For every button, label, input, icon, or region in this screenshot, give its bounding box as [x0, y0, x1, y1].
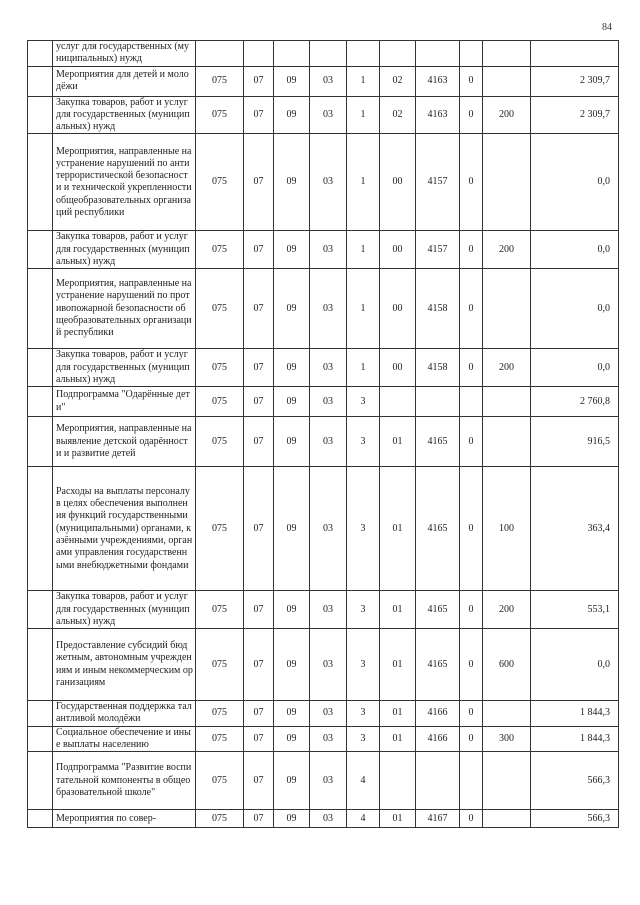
cell-name: Закупка товаров, работ и услуг для государственных (муниципальных) нужд [53, 349, 196, 387]
cell-program: 03 [310, 467, 347, 591]
cell-subsection: 09 [274, 629, 310, 701]
cell-section: 07 [244, 591, 274, 629]
table-body [28, 41, 619, 828]
table-row [28, 96, 619, 134]
cell-direction-sub: 0 [460, 231, 483, 269]
cell-main-event: 01 [380, 701, 416, 727]
cell-subprogram: 3 [347, 701, 380, 727]
cell-grbs: 075 [196, 96, 244, 134]
cell-name: Предоставление субсидий бюджетным, автономным учреждениям и иным некоммерческим организациям [53, 629, 196, 701]
cell-name: услуг для государственных (муниципальных) нужд [53, 41, 196, 67]
cell-subsection: 09 [274, 231, 310, 269]
cell-program [310, 41, 347, 67]
cell-direction [416, 41, 460, 67]
cell-direction: 4167 [416, 810, 460, 828]
cell-section: 07 [244, 349, 274, 387]
cell-subprogram: 3 [347, 387, 380, 417]
cell-direction-sub: 0 [460, 726, 483, 752]
cell-direction: 4165 [416, 629, 460, 701]
row-margin-cell [28, 231, 53, 269]
cell-grbs: 075 [196, 134, 244, 231]
row-margin-cell [28, 387, 53, 417]
cell-subprogram: 3 [347, 417, 380, 467]
cell-section: 07 [244, 701, 274, 727]
cell-direction [416, 387, 460, 417]
cell-expense-type [483, 810, 531, 828]
table-row [28, 66, 619, 96]
cell-program: 03 [310, 96, 347, 134]
cell-program: 03 [310, 66, 347, 96]
cell-name: Государственная поддержка талантливой молодёжи [53, 701, 196, 727]
cell-grbs: 075 [196, 66, 244, 96]
cell-subsection: 09 [274, 349, 310, 387]
cell-grbs: 075 [196, 231, 244, 269]
cell-main-event: 01 [380, 810, 416, 828]
cell-grbs [196, 41, 244, 67]
cell-direction: 4166 [416, 701, 460, 727]
cell-section: 07 [244, 96, 274, 134]
cell-direction-sub: 0 [460, 96, 483, 134]
cell-section: 07 [244, 752, 274, 810]
cell-direction-sub: 0 [460, 66, 483, 96]
cell-expense-type: 200 [483, 96, 531, 134]
cell-program: 03 [310, 134, 347, 231]
row-margin-cell [28, 701, 53, 727]
table-row [28, 231, 619, 269]
cell-program: 03 [310, 417, 347, 467]
cell-main-event [380, 752, 416, 810]
cell-subsection: 09 [274, 134, 310, 231]
table-row [28, 387, 619, 417]
cell-program: 03 [310, 591, 347, 629]
cell-expense-type: 200 [483, 231, 531, 269]
cell-direction: 4163 [416, 96, 460, 134]
table-row [28, 269, 619, 349]
cell-subsection: 09 [274, 591, 310, 629]
cell-subsection: 09 [274, 810, 310, 828]
row-margin-cell [28, 629, 53, 701]
row-margin-cell [28, 41, 53, 67]
cell-section: 07 [244, 269, 274, 349]
cell-section: 07 [244, 417, 274, 467]
cell-name: Подпрограмма "Развитие воспитательной компоненты в общеобразовательной школе" [53, 752, 196, 810]
cell-amount: 566,3 [531, 752, 619, 810]
cell-subprogram: 1 [347, 231, 380, 269]
cell-subsection: 09 [274, 467, 310, 591]
table-row [28, 752, 619, 810]
cell-direction-sub: 0 [460, 629, 483, 701]
cell-grbs: 075 [196, 591, 244, 629]
cell-section: 07 [244, 810, 274, 828]
row-margin-cell [28, 810, 53, 828]
cell-program: 03 [310, 752, 347, 810]
budget-table [27, 40, 619, 828]
cell-main-event: 01 [380, 726, 416, 752]
cell-expense-type [483, 701, 531, 727]
table-row [28, 41, 619, 67]
cell-section: 07 [244, 629, 274, 701]
page-number: 84 [602, 22, 612, 33]
cell-subprogram: 3 [347, 467, 380, 591]
cell-main-event [380, 387, 416, 417]
cell-direction-sub: 0 [460, 591, 483, 629]
cell-direction-sub [460, 752, 483, 810]
cell-subprogram: 1 [347, 66, 380, 96]
cell-expense-type [483, 417, 531, 467]
cell-grbs: 075 [196, 467, 244, 591]
cell-direction: 4158 [416, 269, 460, 349]
cell-grbs: 075 [196, 752, 244, 810]
cell-section: 07 [244, 66, 274, 96]
cell-expense-type: 300 [483, 726, 531, 752]
table-row [28, 134, 619, 231]
cell-name: Мероприятия для детей и молодёжи [53, 66, 196, 96]
cell-section: 07 [244, 726, 274, 752]
cell-subsection: 09 [274, 96, 310, 134]
cell-section: 07 [244, 467, 274, 591]
cell-expense-type: 200 [483, 591, 531, 629]
table-row [28, 417, 619, 467]
cell-program: 03 [310, 810, 347, 828]
cell-main-event: 00 [380, 349, 416, 387]
cell-expense-type: 100 [483, 467, 531, 591]
cell-direction [416, 752, 460, 810]
cell-subsection: 09 [274, 752, 310, 810]
cell-expense-type [483, 134, 531, 231]
cell-expense-type [483, 41, 531, 67]
cell-subsection: 09 [274, 417, 310, 467]
cell-grbs: 075 [196, 349, 244, 387]
cell-direction: 4158 [416, 349, 460, 387]
cell-main-event: 01 [380, 467, 416, 591]
cell-amount: 2 760,8 [531, 387, 619, 417]
cell-subsection: 09 [274, 66, 310, 96]
cell-name: Социальное обеспечение и иные выплаты населению [53, 726, 196, 752]
cell-direction-sub [460, 387, 483, 417]
cell-main-event [380, 41, 416, 67]
cell-expense-type [483, 752, 531, 810]
cell-direction: 4157 [416, 231, 460, 269]
cell-subprogram: 1 [347, 96, 380, 134]
cell-amount: 566,3 [531, 810, 619, 828]
cell-name: Расходы на выплаты персоналу в целях обеспечения выполнения функций государственными (муниципальными) органами, казёнными учреждениями, органами управления государственными внебюджетными фондами [53, 467, 196, 591]
cell-main-event: 01 [380, 591, 416, 629]
cell-name: Подпрограмма "Одарённые дети" [53, 387, 196, 417]
cell-grbs: 075 [196, 810, 244, 828]
cell-name: Мероприятия, направленные на выявление детской одарённости и развитие детей [53, 417, 196, 467]
cell-subprogram: 4 [347, 810, 380, 828]
cell-amount: 916,5 [531, 417, 619, 467]
row-margin-cell [28, 467, 53, 591]
row-margin-cell [28, 66, 53, 96]
table-row [28, 629, 619, 701]
cell-subprogram: 4 [347, 752, 380, 810]
cell-amount: 553,1 [531, 591, 619, 629]
cell-expense-type: 600 [483, 629, 531, 701]
cell-main-event: 01 [380, 629, 416, 701]
cell-grbs: 075 [196, 701, 244, 727]
cell-grbs: 075 [196, 726, 244, 752]
cell-main-event: 02 [380, 66, 416, 96]
cell-expense-type [483, 66, 531, 96]
table-row [28, 349, 619, 387]
row-margin-cell [28, 96, 53, 134]
cell-direction-sub: 0 [460, 134, 483, 231]
cell-main-event: 00 [380, 134, 416, 231]
row-margin-cell [28, 726, 53, 752]
cell-amount: 1 844,3 [531, 701, 619, 727]
cell-program: 03 [310, 231, 347, 269]
cell-main-event: 00 [380, 269, 416, 349]
cell-program: 03 [310, 629, 347, 701]
cell-section: 07 [244, 134, 274, 231]
cell-program: 03 [310, 349, 347, 387]
cell-main-event: 02 [380, 96, 416, 134]
cell-amount: 0,0 [531, 269, 619, 349]
cell-amount [531, 41, 619, 67]
cell-subprogram: 1 [347, 134, 380, 231]
cell-subsection: 09 [274, 269, 310, 349]
cell-direction-sub [460, 41, 483, 67]
cell-subsection: 09 [274, 701, 310, 727]
row-margin-cell [28, 134, 53, 231]
cell-subprogram: 3 [347, 629, 380, 701]
cell-subprogram: 1 [347, 349, 380, 387]
cell-amount: 0,0 [531, 134, 619, 231]
cell-subsection [274, 41, 310, 67]
cell-main-event: 00 [380, 231, 416, 269]
cell-direction: 4165 [416, 591, 460, 629]
table-row [28, 591, 619, 629]
cell-amount: 2 309,7 [531, 96, 619, 134]
cell-grbs: 075 [196, 387, 244, 417]
row-margin-cell [28, 417, 53, 467]
row-margin-cell [28, 269, 53, 349]
cell-direction-sub: 0 [460, 269, 483, 349]
cell-program: 03 [310, 269, 347, 349]
cell-amount: 2 309,7 [531, 66, 619, 96]
row-margin-cell [28, 752, 53, 810]
cell-direction-sub: 0 [460, 417, 483, 467]
cell-direction-sub: 0 [460, 467, 483, 591]
cell-amount: 1 844,3 [531, 726, 619, 752]
cell-expense-type: 200 [483, 349, 531, 387]
cell-name: Закупка товаров, работ и услуг для государственных (муниципальных) нужд [53, 231, 196, 269]
cell-direction: 4163 [416, 66, 460, 96]
cell-program: 03 [310, 701, 347, 727]
cell-grbs: 075 [196, 269, 244, 349]
cell-grbs: 075 [196, 629, 244, 701]
cell-section: 07 [244, 387, 274, 417]
cell-expense-type [483, 387, 531, 417]
cell-program: 03 [310, 726, 347, 752]
cell-direction-sub: 0 [460, 349, 483, 387]
cell-amount: 0,0 [531, 349, 619, 387]
cell-name: Мероприятия, направленные на устранение нарушений по антитеррористической безопасности и технической укрепленности общеобразовательных организаций республики [53, 134, 196, 231]
cell-direction-sub: 0 [460, 810, 483, 828]
cell-section [244, 41, 274, 67]
cell-direction: 4165 [416, 417, 460, 467]
cell-name: Мероприятия, направленные на устранение нарушений по противопожарной безопасности общеобразовательных организаций республики [53, 269, 196, 349]
cell-section: 07 [244, 231, 274, 269]
cell-grbs: 075 [196, 417, 244, 467]
cell-program: 03 [310, 387, 347, 417]
cell-name: Закупка товаров, работ и услуг для государственных (муниципальных) нужд [53, 591, 196, 629]
cell-amount: 363,4 [531, 467, 619, 591]
table-row [28, 726, 619, 752]
cell-direction-sub: 0 [460, 701, 483, 727]
table-row [28, 810, 619, 828]
table-row [28, 701, 619, 727]
cell-subsection: 09 [274, 726, 310, 752]
cell-name: Закупка товаров, работ и услуг для государственных (муниципальных) нужд [53, 96, 196, 134]
cell-direction: 4157 [416, 134, 460, 231]
cell-amount: 0,0 [531, 629, 619, 701]
row-margin-cell [28, 349, 53, 387]
cell-subprogram: 3 [347, 591, 380, 629]
cell-expense-type [483, 269, 531, 349]
cell-subprogram [347, 41, 380, 67]
cell-name: Мероприятия по совер- [53, 810, 196, 828]
table-row [28, 467, 619, 591]
cell-amount: 0,0 [531, 231, 619, 269]
cell-direction: 4165 [416, 467, 460, 591]
cell-main-event: 01 [380, 417, 416, 467]
cell-subprogram: 1 [347, 269, 380, 349]
cell-direction: 4166 [416, 726, 460, 752]
cell-subprogram: 3 [347, 726, 380, 752]
cell-subsection: 09 [274, 387, 310, 417]
row-margin-cell [28, 591, 53, 629]
